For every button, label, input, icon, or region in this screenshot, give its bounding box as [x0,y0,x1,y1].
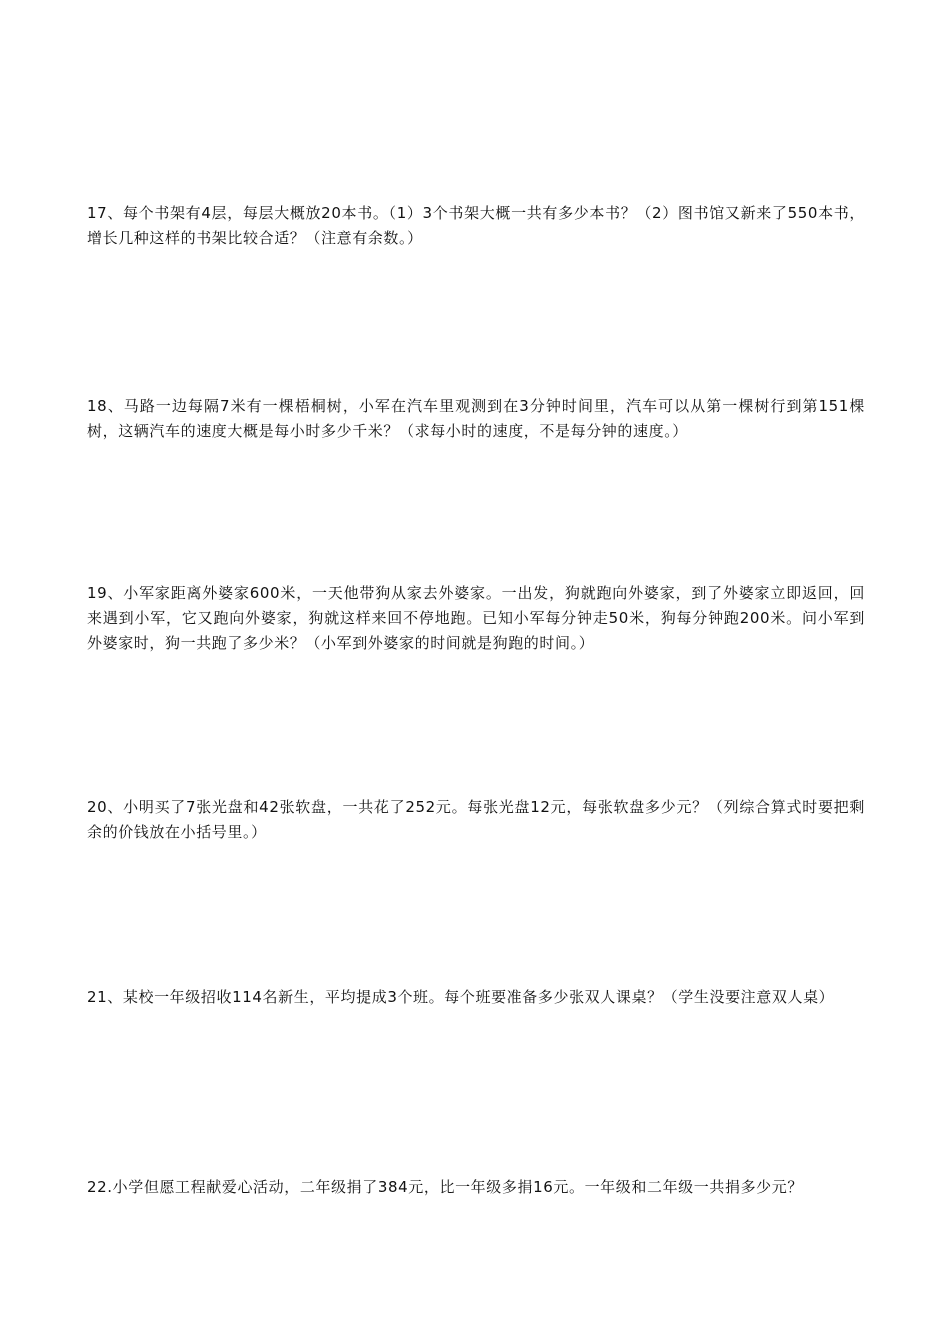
problem-17: 17、每个书架有4层，每层大概放20本书。（1）3个书架大概一共有多少本书？（2）图书馆又新来了550本书，增长几种这样的书架比较合适？（注意有余数。） [87,204,865,247]
problem-18: 18、马路一边每隔7米有一棵梧桐树，小军在汽车里观测到在3分钟时间里，汽车可以从第一棵树行到第151棵树，这辆汽车的速度大概是每小时多少千米？（求每小时的速度，不是每分钟的速度。） [87,397,865,440]
problem-20: 20、小明买了7张光盘和42张软盘，一共花了252元。每张光盘12元，每张软盘多少元？（列综合算式时要把剩余的价钱放在小括号里。） [87,798,865,841]
problem-22: 22.小学但愿工程献爱心活动，二年级捐了384元，比一年级多捐16元。一年级和二年级一共捐多少元？ [87,1178,803,1196]
problem-19: 19、小军家距离外婆家600米，一天他带狗从家去外婆家。一出发，狗就跑向外婆家，到了外婆家立即返回，回来遇到小军，它又跑向外婆家，狗就这样来回不停地跑。已知小军每分钟走50米，狗每分钟跑200米。问小军到外婆家时，狗一共跑了多少米？（小军到外婆家的时间就是狗跑的时间。） [87,584,865,652]
problem-21: 21、某校一年级招收114名新生，平均提成3个班。每个班要准备多少张双人课桌？（学生没要注意双人桌） [87,988,835,1006]
